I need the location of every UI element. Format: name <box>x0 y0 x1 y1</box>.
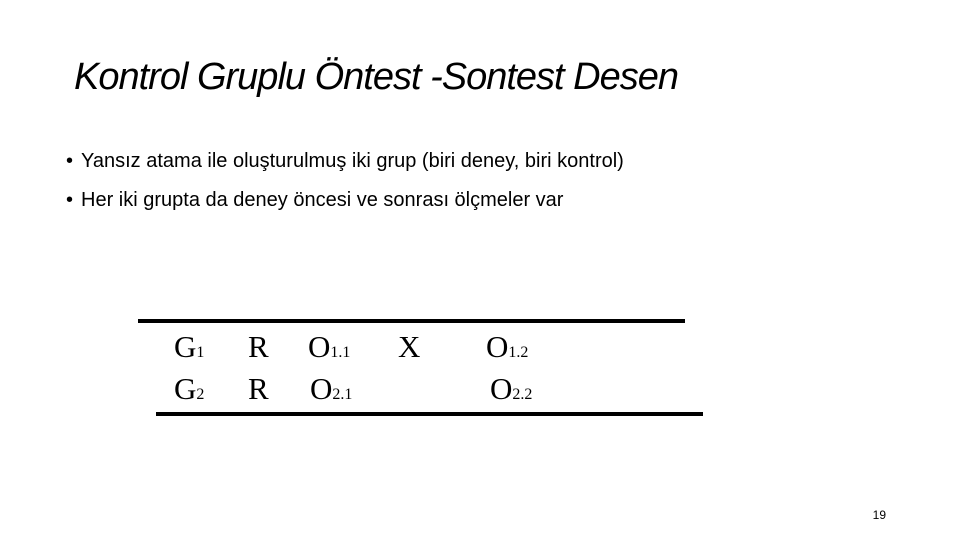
observation-subscript: 2.2 <box>512 386 533 403</box>
observation-letter: O <box>308 329 331 364</box>
design-bottom-rule <box>156 412 703 416</box>
row2-posttest <box>490 372 532 412</box>
observation-letter: O <box>490 371 513 406</box>
observation-subscript: 1.2 <box>508 344 529 361</box>
observation-letter: O <box>486 329 509 364</box>
row1-posttest <box>486 330 528 370</box>
row1-assignment: R <box>248 329 269 364</box>
bullet-item <box>66 181 624 220</box>
row1-treatment: X <box>398 329 421 364</box>
row2-assignment: R <box>248 371 269 406</box>
row2-pretest <box>310 372 352 412</box>
group-letter: G <box>174 371 197 406</box>
page-number: 19 <box>872 508 886 522</box>
row2-group <box>174 372 204 412</box>
bullet-item <box>66 142 624 181</box>
bullet-text: Yansız atama ile oluşturulmuş iki grup (biri deney, biri kontrol) <box>81 150 624 172</box>
slide-title: Kontrol Gruplu Öntest -Sontest Desen <box>74 56 678 98</box>
observation-subscript: 1.1 <box>330 344 351 361</box>
bullet-text: Her iki grupta da deney öncesi ve sonrası ölçmeler var <box>81 189 564 211</box>
observation-subscript: 2.1 <box>332 386 353 403</box>
design-top-rule <box>138 319 685 323</box>
group-subscript: 1 <box>196 344 205 361</box>
group-subscript: 2 <box>196 386 205 403</box>
row1-group <box>174 330 204 370</box>
observation-letter: O <box>310 371 333 406</box>
bullet-list <box>66 142 624 220</box>
group-letter: G <box>174 329 197 364</box>
row1-pretest <box>308 330 350 370</box>
